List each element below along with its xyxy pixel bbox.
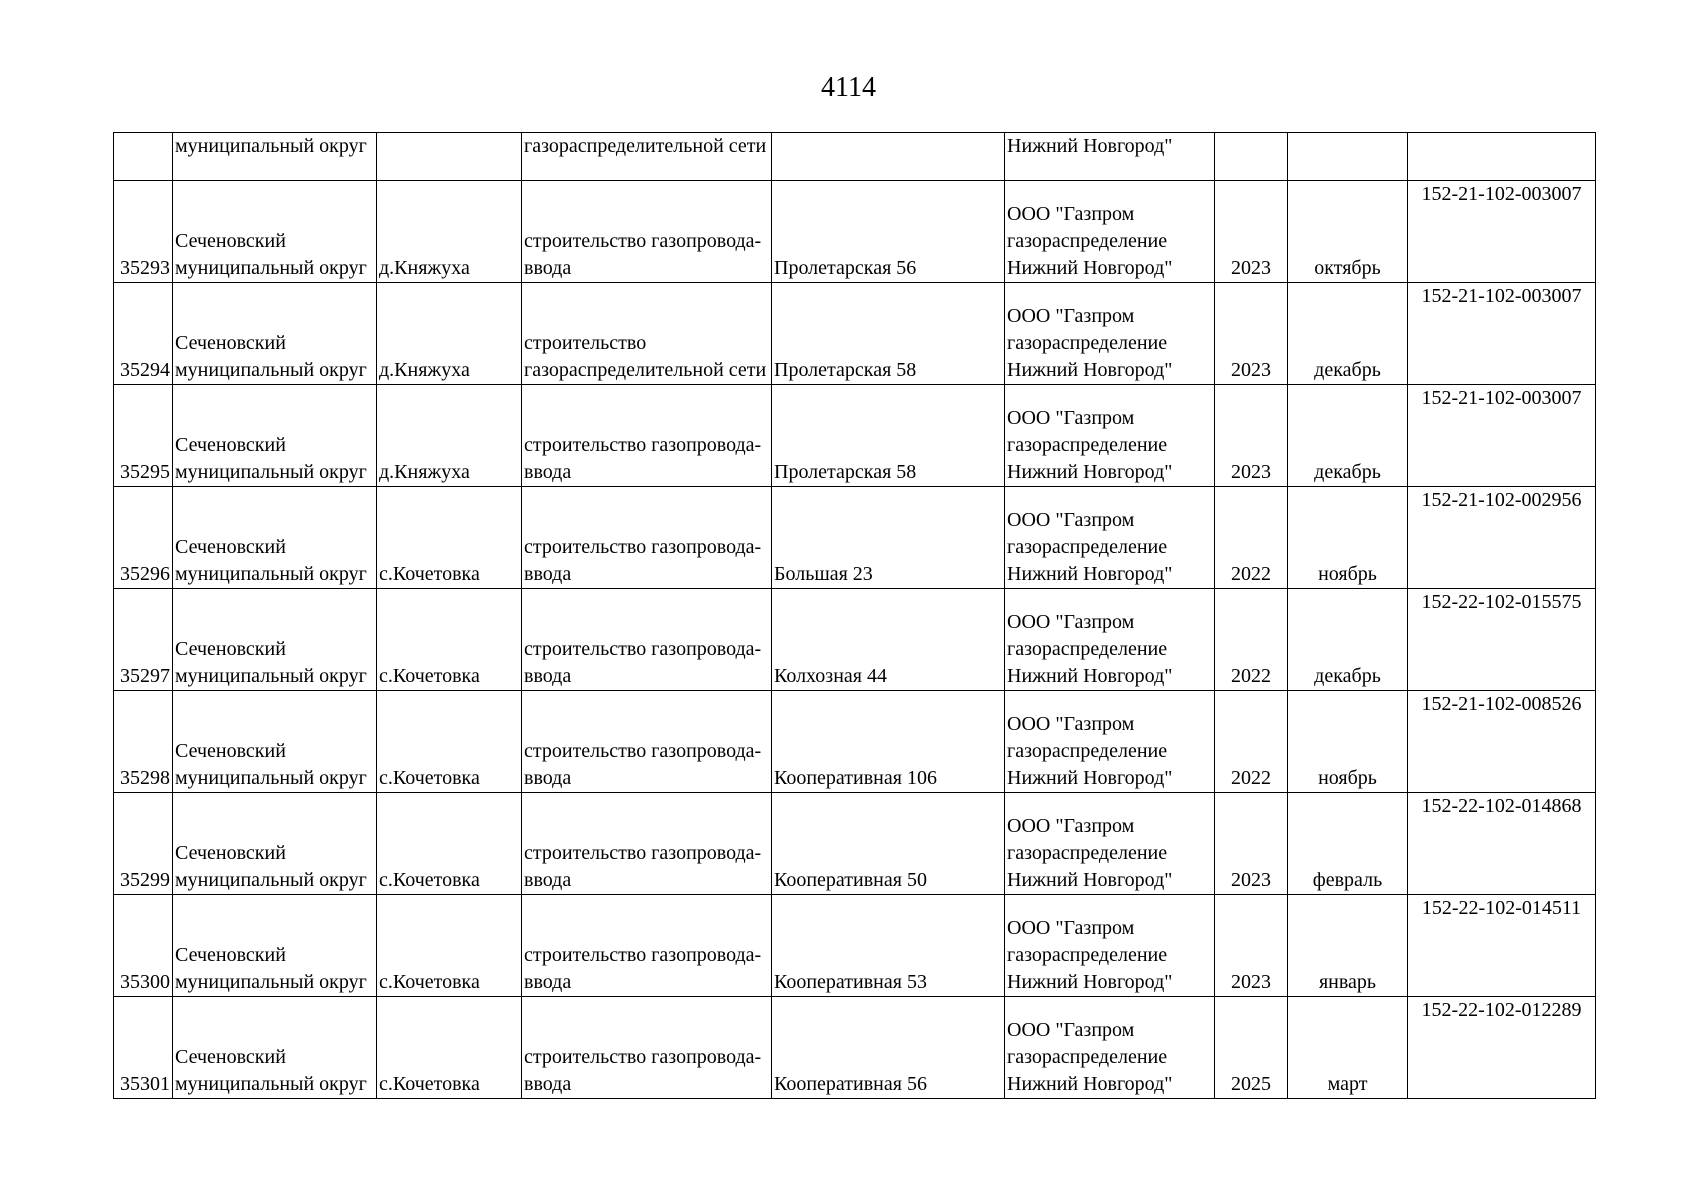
org-line: газораспределение	[1007, 1046, 1168, 1068]
org-line: Нижний Новгород"	[1007, 257, 1173, 279]
page-number: 4114	[821, 72, 876, 103]
cell-code	[1408, 133, 1596, 181]
table-row	[114, 793, 1596, 895]
org-line: ООО "Газпром	[1007, 917, 1135, 939]
cell-locality: д.Княжуха	[377, 181, 522, 283]
cell-address: Большая 23	[772, 487, 1005, 589]
cell-organization	[1005, 181, 1215, 283]
work-line: ввода	[524, 665, 572, 687]
cell-district	[173, 691, 377, 793]
cell-month	[1288, 133, 1408, 181]
org-line: ООО "Газпром	[1007, 203, 1135, 225]
work-line: строительство газопровода-	[524, 230, 762, 252]
cell-code: 152-22-102-012289	[1408, 997, 1596, 1099]
cell-year: 2023	[1215, 181, 1288, 283]
cell-code: 152-21-102-008526	[1408, 691, 1596, 793]
cell-month: декабрь	[1288, 283, 1408, 385]
cell-code: 152-22-102-014868	[1408, 793, 1596, 895]
cell-year: 2025	[1215, 997, 1288, 1099]
cell-number: 35298	[114, 691, 173, 793]
district-line: муниципальный округ	[175, 257, 367, 279]
cell-work-type	[522, 487, 772, 589]
cell-address: Пролетарская 58	[772, 283, 1005, 385]
district-line: муниципальный округ	[175, 869, 367, 891]
cell-work-type	[522, 385, 772, 487]
cell-locality: с.Кочетовка	[377, 487, 522, 589]
cell-month: февраль	[1288, 793, 1408, 895]
cell-code: 152-22-102-015575	[1408, 589, 1596, 691]
org-line: газораспределение	[1007, 332, 1168, 354]
org-line: ООО "Газпром	[1007, 713, 1135, 735]
cell-work-type: газораспределительной сети	[522, 133, 772, 181]
org-line: Нижний Новгород"	[1007, 461, 1173, 483]
cell-organization	[1005, 385, 1215, 487]
district-line: муниципальный округ	[175, 665, 367, 687]
cell-number: 35294	[114, 283, 173, 385]
cell-locality: с.Кочетовка	[377, 691, 522, 793]
cell-month: октябрь	[1288, 181, 1408, 283]
cell-code: 152-21-102-003007	[1408, 385, 1596, 487]
district-line: Сеченовский	[175, 332, 286, 354]
cell-district	[173, 793, 377, 895]
cell-code: 152-21-102-003007	[1408, 181, 1596, 283]
cell-organization	[1005, 997, 1215, 1099]
table-row	[114, 181, 1596, 283]
cell-year: 2022	[1215, 487, 1288, 589]
gasification-table	[113, 132, 1596, 1099]
cell-year: 2023	[1215, 283, 1288, 385]
cell-locality: с.Кочетовка	[377, 793, 522, 895]
org-line: газораспределение	[1007, 638, 1168, 660]
cell-number: 35297	[114, 589, 173, 691]
cell-year	[1215, 133, 1288, 181]
table-row	[114, 283, 1596, 385]
cell-work-type	[522, 997, 772, 1099]
district-line: Сеченовский	[175, 944, 286, 966]
cell-address: Пролетарская 58	[772, 385, 1005, 487]
org-line: Нижний Новгород"	[1007, 665, 1173, 687]
cell-locality: с.Кочетовка	[377, 997, 522, 1099]
cell-address: Пролетарская 56	[772, 181, 1005, 283]
org-line: газораспределение	[1007, 944, 1168, 966]
table-row	[114, 997, 1596, 1099]
work-line: строительство газопровода-	[524, 740, 762, 762]
cell-month: ноябрь	[1288, 691, 1408, 793]
org-line: газораспределение	[1007, 434, 1168, 456]
org-line: газораспределение	[1007, 230, 1168, 252]
cell-district	[173, 385, 377, 487]
table-body	[114, 133, 1596, 1099]
cell-year: 2023	[1215, 895, 1288, 997]
district-line: Сеченовский	[175, 842, 286, 864]
cell-district	[173, 589, 377, 691]
table-row	[114, 589, 1596, 691]
work-line: строительство газопровода-	[524, 434, 762, 456]
cell-number: 35296	[114, 487, 173, 589]
cell-year: 2023	[1215, 793, 1288, 895]
work-line: строительство газопровода-	[524, 1046, 762, 1068]
cell-work-type	[522, 181, 772, 283]
org-line: Нижний Новгород"	[1007, 869, 1173, 891]
org-line: ООО "Газпром	[1007, 1019, 1135, 1041]
cell-number: 35299	[114, 793, 173, 895]
cell-organization	[1005, 793, 1215, 895]
cell-work-type	[522, 691, 772, 793]
cell-number: 35295	[114, 385, 173, 487]
cell-locality	[377, 133, 522, 181]
cell-district	[173, 181, 377, 283]
cell-month: ноябрь	[1288, 487, 1408, 589]
cell-address: Кооперативная 50	[772, 793, 1005, 895]
district-line: Сеченовский	[175, 638, 286, 660]
cell-address: Кооперативная 56	[772, 997, 1005, 1099]
cell-month: январь	[1288, 895, 1408, 997]
district-line: Сеченовский	[175, 434, 286, 456]
district-line: муниципальный округ	[175, 971, 367, 993]
district-line: Сеченовский	[175, 230, 286, 252]
cell-address: Кооперативная 106	[772, 691, 1005, 793]
cell-organization	[1005, 691, 1215, 793]
cell-locality: с.Кочетовка	[377, 895, 522, 997]
table-row	[114, 895, 1596, 997]
org-line: Нижний Новгород"	[1007, 767, 1173, 789]
table-row-continuation	[114, 133, 1596, 181]
district-line: муниципальный округ	[175, 461, 367, 483]
work-line: ввода	[524, 1073, 572, 1095]
org-line: ООО "Газпром	[1007, 407, 1135, 429]
cell-district	[173, 487, 377, 589]
cell-locality: с.Кочетовка	[377, 589, 522, 691]
table-row	[114, 487, 1596, 589]
cell-code: 152-22-102-014511	[1408, 895, 1596, 997]
district-line: Сеченовский	[175, 1046, 286, 1068]
org-line: Нижний Новгород"	[1007, 563, 1173, 585]
work-line: ввода	[524, 767, 572, 789]
cell-district	[173, 997, 377, 1099]
org-line: газораспределение	[1007, 536, 1168, 558]
work-line: ввода	[524, 257, 572, 279]
work-line: строительство	[524, 332, 647, 354]
cell-organization: Нижний Новгород"	[1005, 133, 1215, 181]
cell-work-type	[522, 895, 772, 997]
org-line: ООО "Газпром	[1007, 611, 1135, 633]
cell-work-type	[522, 589, 772, 691]
cell-year: 2022	[1215, 589, 1288, 691]
org-line: ООО "Газпром	[1007, 509, 1135, 531]
work-line: газораспределительной сети	[524, 359, 767, 381]
cell-address	[772, 133, 1005, 181]
cell-locality: д.Княжуха	[377, 283, 522, 385]
work-line: строительство газопровода-	[524, 944, 762, 966]
cell-work-type	[522, 793, 772, 895]
cell-code: 152-21-102-002956	[1408, 487, 1596, 589]
table-row	[114, 385, 1596, 487]
district-line: муниципальный округ	[175, 359, 367, 381]
cell-address: Колхозная 44	[772, 589, 1005, 691]
cell-district: муниципальный округ	[173, 133, 377, 181]
work-line: строительство газопровода-	[524, 638, 762, 660]
district-line: Сеченовский	[175, 740, 286, 762]
cell-month: декабрь	[1288, 589, 1408, 691]
org-line: Нижний Новгород"	[1007, 971, 1173, 993]
work-line: ввода	[524, 461, 572, 483]
cell-year: 2023	[1215, 385, 1288, 487]
org-line: ООО "Газпром	[1007, 815, 1135, 837]
cell-district	[173, 895, 377, 997]
cell-address: Кооперативная 53	[772, 895, 1005, 997]
cell-month: декабрь	[1288, 385, 1408, 487]
cell-organization	[1005, 589, 1215, 691]
work-line: ввода	[524, 971, 572, 993]
org-line: Нижний Новгород"	[1007, 1073, 1173, 1095]
cell-number	[114, 133, 173, 181]
cell-number: 35301	[114, 997, 173, 1099]
cell-organization	[1005, 283, 1215, 385]
district-line: муниципальный округ	[175, 563, 367, 585]
district-line: муниципальный округ	[175, 767, 367, 789]
cell-number: 35293	[114, 181, 173, 283]
org-line: газораспределение	[1007, 842, 1168, 864]
work-line: строительство газопровода-	[524, 842, 762, 864]
org-line: Нижний Новгород"	[1007, 359, 1173, 381]
cell-code: 152-21-102-003007	[1408, 283, 1596, 385]
cell-number: 35300	[114, 895, 173, 997]
work-line: ввода	[524, 563, 572, 585]
cell-organization	[1005, 895, 1215, 997]
org-line: ООО "Газпром	[1007, 305, 1135, 327]
org-line: газораспределение	[1007, 740, 1168, 762]
district-line: муниципальный округ	[175, 1073, 367, 1095]
cell-organization	[1005, 487, 1215, 589]
cell-locality: д.Княжуха	[377, 385, 522, 487]
work-line: строительство газопровода-	[524, 536, 762, 558]
table-row	[114, 691, 1596, 793]
cell-month: март	[1288, 997, 1408, 1099]
cell-year: 2022	[1215, 691, 1288, 793]
work-line: ввода	[524, 869, 572, 891]
cell-district	[173, 283, 377, 385]
district-line: Сеченовский	[175, 536, 286, 558]
cell-work-type	[522, 283, 772, 385]
